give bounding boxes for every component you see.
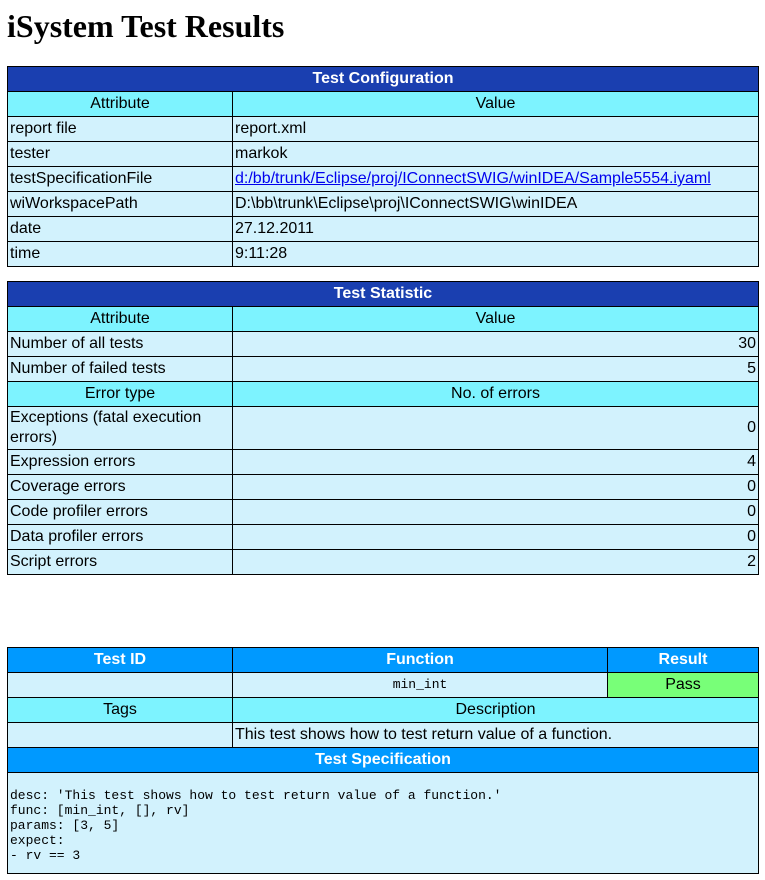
error-type: Script errors xyxy=(8,550,233,575)
col-tags: Tags xyxy=(8,698,233,723)
config-attr: tester xyxy=(8,142,233,167)
statistic-title: Test Statistic xyxy=(8,282,759,307)
config-value-cell xyxy=(233,167,759,192)
test-spec-text: desc: 'This test shows how to test return value of a function.' func: [min_int, [], rv] params: [3, 5] expect: - rv == 3 xyxy=(10,788,502,863)
config-title: Test Configuration xyxy=(8,67,759,92)
error-type: Data profiler errors xyxy=(8,525,233,550)
config-row xyxy=(8,217,759,242)
test-result-badge: Pass xyxy=(608,673,759,698)
config-value: 9:11:28 xyxy=(233,242,759,267)
config-row xyxy=(8,117,759,142)
col-function: Function xyxy=(233,648,608,673)
col-description: Description xyxy=(233,698,759,723)
test-row xyxy=(8,673,759,698)
config-row xyxy=(8,242,759,267)
config-value: 27.12.2011 xyxy=(233,217,759,242)
error-row xyxy=(8,550,759,575)
statistic-attr: Number of all tests xyxy=(8,332,233,357)
statistic-table xyxy=(7,281,759,575)
test-spec-cell xyxy=(8,773,759,874)
col-result: Result xyxy=(608,648,759,673)
config-attr: date xyxy=(8,217,233,242)
col-test-id: Test ID xyxy=(8,648,233,673)
test-id xyxy=(8,673,233,698)
config-value: markok xyxy=(233,142,759,167)
test-function: min_int xyxy=(233,673,608,698)
statistic-row xyxy=(8,357,759,382)
error-row xyxy=(8,407,759,450)
config-value: report.xml xyxy=(233,117,759,142)
statistic-col-error-type: Error type xyxy=(8,382,233,407)
error-row xyxy=(8,450,759,475)
config-row xyxy=(8,192,759,217)
statistic-col-attribute: Attribute xyxy=(8,307,233,332)
error-count: 0 xyxy=(233,500,759,525)
statistic-col-errors: No. of errors xyxy=(233,382,759,407)
error-type: Exceptions (fatal execution errors) xyxy=(8,407,233,450)
statistic-value: 30 xyxy=(233,332,759,357)
test-result-table xyxy=(7,647,759,874)
test-description: This test shows how to test return value of a function. xyxy=(233,723,759,748)
config-row xyxy=(8,167,759,192)
error-row xyxy=(8,475,759,500)
statistic-row xyxy=(8,332,759,357)
error-count: 4 xyxy=(233,450,759,475)
config-attr: testSpecificationFile xyxy=(8,167,233,192)
statistic-col-value: Value xyxy=(233,307,759,332)
statistic-attr: Number of failed tests xyxy=(8,357,233,382)
config-value: D:\bb\trunk\Eclipse\proj\IConnectSWIG\winIDEA xyxy=(233,192,759,217)
config-row xyxy=(8,142,759,167)
error-count: 0 xyxy=(233,525,759,550)
config-col-value: Value xyxy=(233,92,759,117)
config-attr: wiWorkspacePath xyxy=(8,192,233,217)
error-count: 0 xyxy=(233,407,759,450)
error-row xyxy=(8,525,759,550)
statistic-value: 5 xyxy=(233,357,759,382)
config-col-attribute: Attribute xyxy=(8,92,233,117)
error-count: 2 xyxy=(233,550,759,575)
test-spec-title: Test Specification xyxy=(8,748,759,773)
test-description-row xyxy=(8,723,759,748)
test-spec-file-link[interactable]: d:/bb/trunk/Eclipse/proj/IConnectSWIG/winIDEA/Sample5554.iyaml xyxy=(235,170,711,187)
test-tags xyxy=(8,723,233,748)
error-type: Code profiler errors xyxy=(8,500,233,525)
config-attr: report file xyxy=(8,117,233,142)
error-type: Coverage errors xyxy=(8,475,233,500)
error-type: Expression errors xyxy=(8,450,233,475)
config-table xyxy=(7,66,759,267)
config-attr: time xyxy=(8,242,233,267)
page-title: iSystem Test Results xyxy=(7,8,285,44)
error-count: 0 xyxy=(233,475,759,500)
error-row xyxy=(8,500,759,525)
